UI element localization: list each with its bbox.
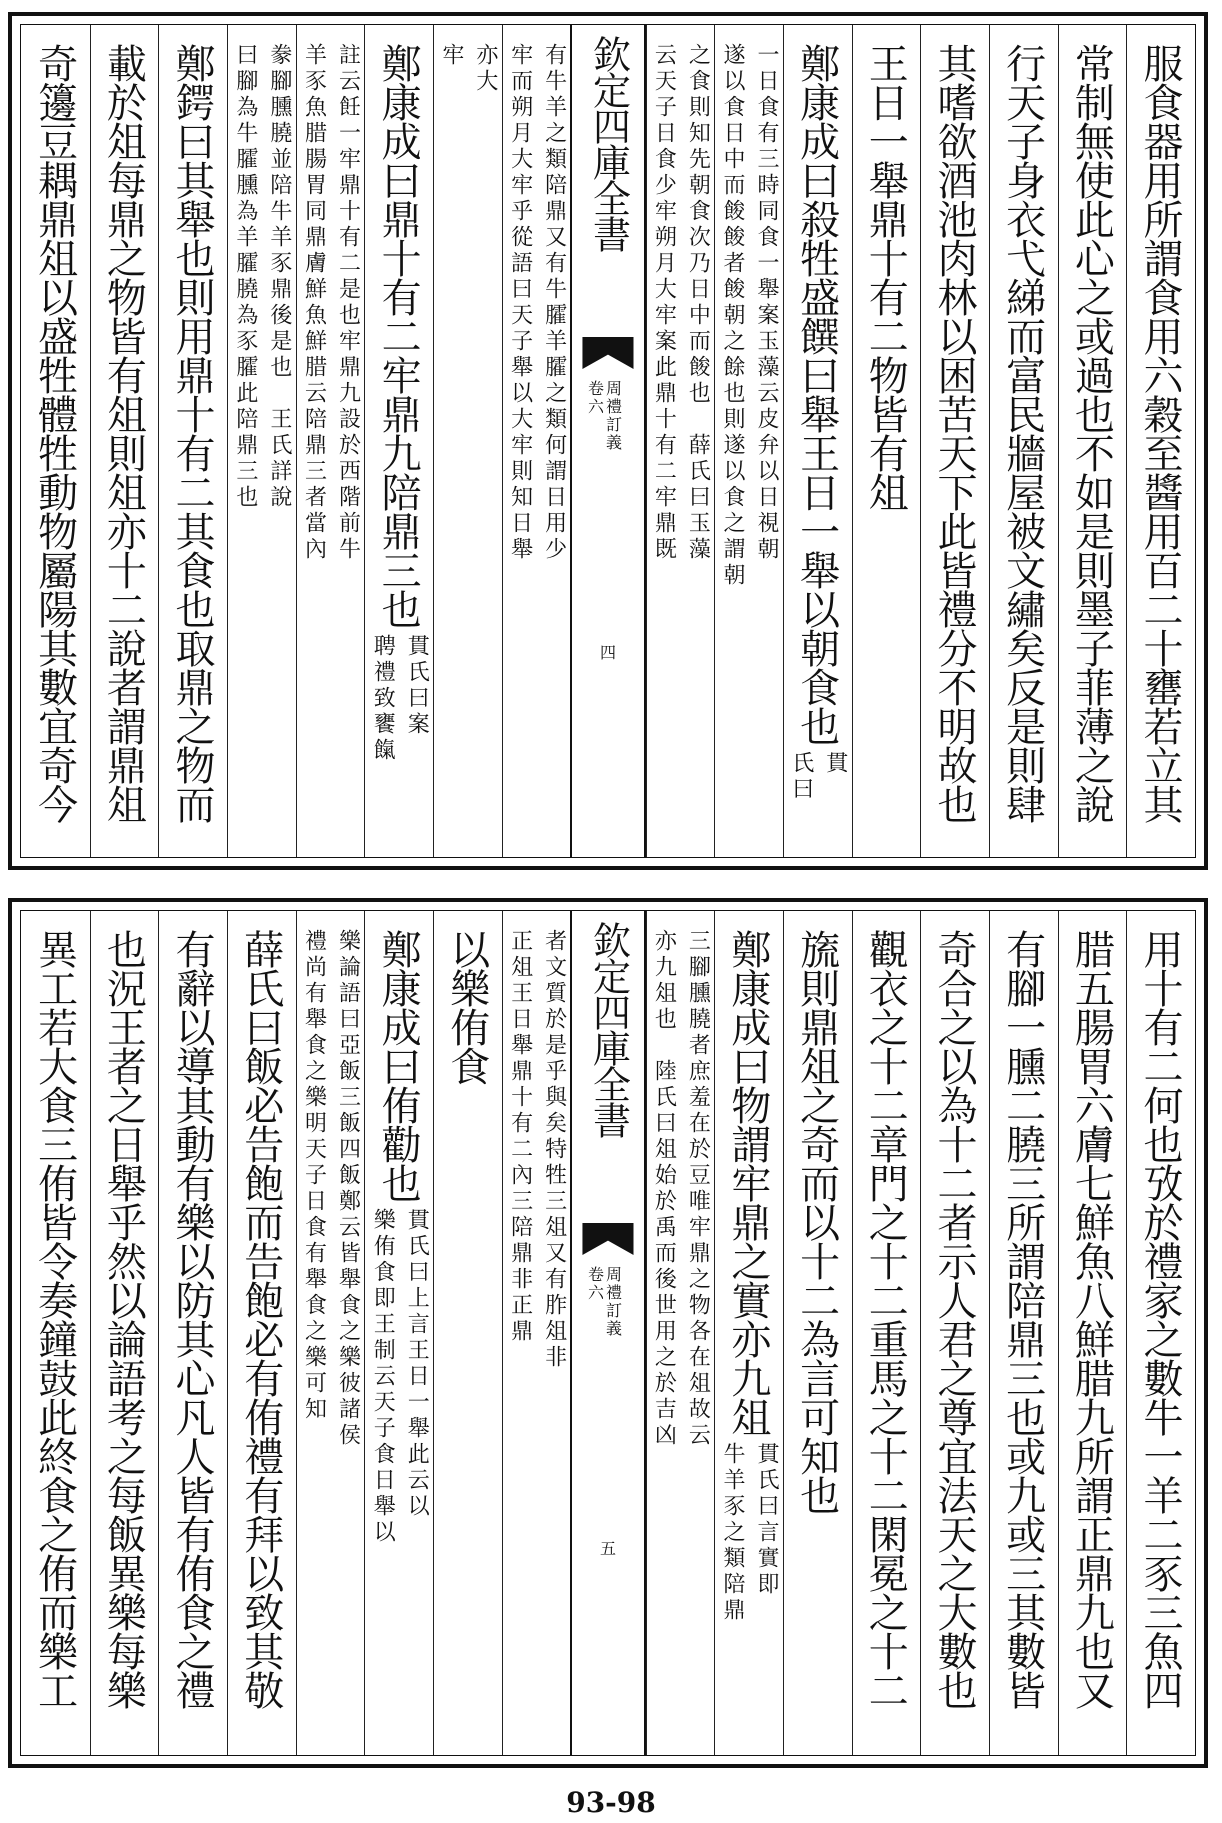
annotation-line: 羊豕魚腊腸胃同鼎膚鮮魚鮮腊云陪鼎三者當內 (301, 43, 327, 563)
text-column (364, 911, 433, 1755)
center-fold-column (570, 25, 645, 857)
text-column (989, 911, 1058, 1755)
main-text: 鄭康成曰侑勸也 (375, 929, 422, 1202)
annotation-line: 樂論語曰亞飯三飯四飯鄭云皆舉食之樂彼諸侯 (335, 929, 361, 1449)
main-text: 有辭以導其動有樂以防其心凡人皆有侑食之禮 (169, 929, 216, 1709)
main-text: 常制無使此心之或過也不如是則墨子菲薄之說 (1068, 43, 1115, 823)
text-column (1058, 911, 1127, 1755)
main-text: 以樂侑食 (443, 929, 490, 1085)
annotation-line: 曰腳為牛臛臐為羊臛膮為豕臛此陪鼎三也 (232, 43, 258, 511)
main-text: 奇合之以為十二者示人君之尊宜法天之大數也 (930, 929, 977, 1709)
main-text: 有腳一臐二膮三所謂陪鼎三也或九或三其數皆 (999, 929, 1046, 1709)
annotation-line: 一日食有三時同食一舉案玉藻云皮弁以日視朝 (754, 43, 780, 563)
main-text: 鄭康成曰物謂牢鼎之實亦九俎 (724, 929, 771, 1436)
leaf-number: 五 (599, 1539, 616, 1558)
text-column (920, 911, 989, 1755)
annotation-pair (715, 43, 783, 589)
book-label: 周禮訂義 (603, 380, 623, 452)
text-column (90, 911, 159, 1755)
main-text: 其嗜欲酒池肉林以困苦天下此皆禮分不明故也 (930, 43, 977, 823)
page-number: 93-98 (566, 1786, 656, 1819)
annotation-pair (365, 1208, 433, 1546)
annotation-pair (647, 43, 715, 563)
lower-page (8, 898, 1208, 1768)
annotation-line: 者文質於是乎與矣特牲三俎又有胙俎非 (541, 929, 567, 1371)
annotation-pair (297, 929, 365, 1449)
book-title: 欽定四庫全書 (586, 35, 631, 251)
text-column (21, 911, 90, 1755)
book-label: 周禮訂義 (603, 1266, 623, 1338)
annotation-pair (365, 634, 433, 764)
annotation-pair (434, 43, 502, 95)
main-text: 行天子身衣弋綈而富民牆屋被文繡矣反是則肆 (999, 43, 1046, 823)
annotation-line: 遂以食日中而餕餕者餕朝之餘也則遂以食之謂朝 (720, 43, 746, 589)
annotation-line: 樂侑食即王制云天子食日舉以 (370, 1208, 396, 1546)
annotation-line: 註云飪一牢鼎十有二是也牢鼎九設於西階前牛 (335, 43, 361, 563)
upper-text-columns (21, 25, 1195, 857)
annotation-line: 牢而朔月大牢乎從語曰天子舉以大牢則知日舉 (507, 43, 533, 563)
text-column (852, 911, 921, 1755)
annotation-pair (228, 43, 296, 511)
text-column (433, 911, 502, 1755)
text-column (502, 911, 571, 1755)
annotation-pair (503, 929, 571, 1371)
text-column (989, 25, 1058, 857)
annotation-line: 貫氏曰言實即 (754, 1442, 780, 1598)
text-column (1126, 911, 1195, 1755)
leaf-number: 四 (599, 643, 616, 662)
text-column (1058, 25, 1127, 857)
upper-page-frame (20, 24, 1196, 858)
text-column (296, 911, 365, 1755)
fishtail-mark (582, 1223, 633, 1255)
annotation-line: 貫氏曰上言王日一舉此云以 (404, 1208, 430, 1520)
volume-label: 卷六 (585, 1266, 605, 1302)
annotation-line: 氏曰 (788, 751, 814, 803)
annotation-pair (297, 43, 365, 563)
annotation-pair (715, 1442, 783, 1624)
annotation-line: 禮尚有舉食之樂明天子日食有舉食之樂可知 (301, 929, 327, 1423)
annotation-line: 牛羊豕之類陪鼎 (720, 1442, 746, 1624)
text-column (158, 25, 227, 857)
text-column (783, 911, 852, 1755)
annotation-pair (647, 929, 715, 1449)
text-column (714, 25, 783, 857)
annotation-line: 牢 (438, 43, 464, 69)
main-text: 服食器用所謂食用六穀至醬用百二十罋若立其 (1137, 43, 1183, 823)
text-column (1126, 25, 1195, 857)
fishtail-mark (582, 337, 633, 369)
main-text: 鄭康成曰鼎十有二牢鼎九陪鼎三也 (375, 43, 422, 628)
lower-page-frame (20, 910, 1196, 1756)
text-column (502, 25, 571, 857)
annotation-pair (784, 751, 852, 803)
text-column (227, 25, 296, 857)
text-column (433, 25, 502, 857)
volume-label: 卷六 (585, 380, 605, 416)
upper-page (8, 12, 1208, 870)
text-column (646, 911, 715, 1755)
text-column (364, 25, 433, 857)
lower-text-columns (21, 911, 1195, 1755)
main-text: 旒則鼎俎之奇而以十二為言可知也 (793, 929, 840, 1514)
main-text: 用十有二何也攷於禮家之數牛一羊二豕三魚四 (1137, 929, 1183, 1709)
main-text: 鄭鍔曰其舉也則用鼎十有二其食也取鼎之物而 (169, 43, 216, 823)
text-column (852, 25, 921, 857)
main-text: 異工若大食三侑皆令奏鐘鼓此終食之侑而樂工 (31, 929, 78, 1709)
center-fold-column (570, 911, 645, 1755)
main-text: 奇籩豆耦鼎俎以盛牲體牲動物屬陽其數宜奇今 (31, 43, 78, 823)
annotation-line: 貫 (822, 751, 848, 777)
text-column (920, 25, 989, 857)
text-column (227, 911, 296, 1755)
annotation-line: 之食則知先朝食次乃日中而餕也 薛氏曰玉藻 (685, 43, 711, 563)
annotation-pair (503, 43, 571, 563)
main-text: 腊五腸胃六膚七鮮魚八鮮腊九所謂正鼎九也又 (1068, 929, 1115, 1709)
annotation-line: 亦大 (472, 43, 498, 95)
main-text: 薛氏曰飯必告飽而告飽必有侑禮有拜以致其敬 (237, 929, 284, 1709)
annotation-line: 云天子日食少牢朔月大牢案此鼎十有二牢鼎既 (651, 43, 677, 563)
annotation-line: 貫氏曰案 (404, 634, 430, 738)
annotation-line: 聘禮致饔餼 (370, 634, 396, 764)
text-column (783, 25, 852, 857)
main-text: 王日一舉鼎十有二物皆有俎 (862, 43, 909, 511)
text-column (90, 25, 159, 857)
text-column (21, 25, 90, 857)
text-column (714, 911, 783, 1755)
annotation-line: 豢腳臐膮並陪牛羊豕鼎後是也 王氏詳說 (266, 43, 292, 511)
text-column (296, 25, 365, 857)
main-text: 載於俎每鼎之物皆有俎則俎亦十二說者謂鼎俎 (100, 43, 147, 823)
annotation-line: 三腳臐膮者庶羞在於豆唯牢鼎之物各在俎故云 (685, 929, 711, 1449)
annotation-line: 有牛羊之類陪鼎又有牛臛羊臛之類何謂日用少 (541, 43, 567, 563)
annotation-line: 正俎王日舉鼎十有二內三陪鼎非正鼎 (507, 929, 533, 1345)
main-text: 也況王者之日舉乎然以論語考之每飯異樂每樂 (100, 929, 147, 1709)
main-text: 鄭康成曰殺牲盛饌曰舉王日一舉以朝食也 (793, 43, 840, 745)
text-column (646, 25, 715, 857)
text-column (158, 911, 227, 1755)
book-title: 欽定四庫全書 (586, 921, 631, 1137)
annotation-line: 亦九俎也 陸氏曰俎始於禹而後世用之於吉凶 (651, 929, 677, 1449)
main-text: 觀衣之十二章門之十二重馬之十二閑冕之十二 (862, 929, 909, 1709)
